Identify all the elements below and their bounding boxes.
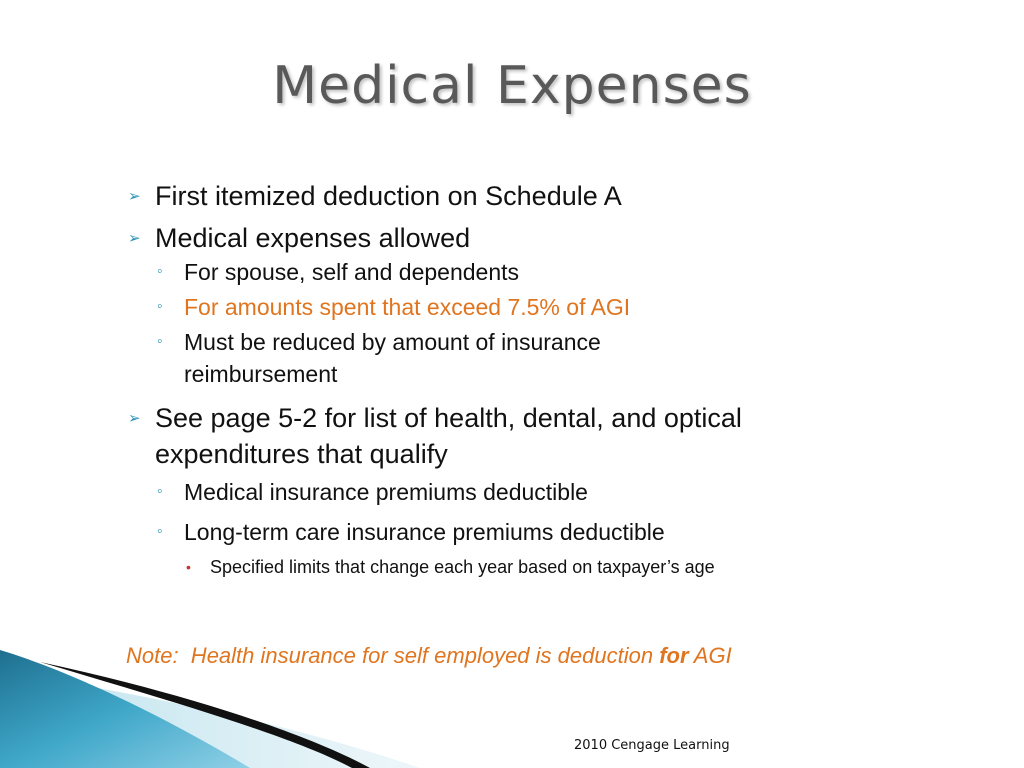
sub-bullet-item (128, 326, 888, 390)
sub-bullet-item (128, 516, 888, 548)
ring-icon: ◦ (157, 298, 163, 315)
bullet-item (128, 400, 888, 472)
sub-bullet-text: Medical insurance premiums deductible (184, 479, 588, 505)
ring-icon: ◦ (157, 333, 163, 350)
ring-icon: ◦ (157, 483, 163, 500)
ring-icon: ◦ (157, 523, 163, 540)
note-text (126, 643, 732, 669)
arrowhead-icon: ➢ (128, 230, 141, 247)
bullet-text: See page 5-2 for list of health, dental, and optical expenditures that qualify (155, 403, 742, 469)
sub-bullet-item (128, 256, 888, 288)
arrowhead-icon: ➢ (128, 410, 141, 427)
bullet-list (128, 178, 888, 583)
bullet-item (128, 178, 888, 214)
dot-icon: • (186, 559, 191, 575)
bullet-text: Medical expenses allowed (155, 223, 471, 253)
sub-sub-bullet-item (128, 554, 888, 580)
slide-title: Medical Expenses (272, 56, 752, 116)
sub-bullet-text: Must be reduced by amount of insurance reimbursement (184, 329, 601, 387)
sub-bullet-item (128, 291, 888, 323)
sub-bullet-text: Long-term care insurance premiums deductible (184, 519, 665, 545)
sub-sub-bullet-text: Specified limits that change each year based on taxpayer’s age (210, 557, 715, 577)
note-bold: for (659, 643, 689, 668)
note-prefix: Note: Health insurance for self employed is deduction (126, 643, 660, 668)
arrowhead-icon: ➢ (128, 188, 141, 205)
sub-bullet-item (128, 476, 888, 508)
footer-copyright: 2010 Cengage Learning (574, 738, 730, 753)
bullet-item (128, 220, 888, 256)
ring-icon: ◦ (157, 263, 163, 280)
sub-bullet-text: For amounts spent that exceed 7.5% of AGI (184, 294, 631, 320)
note-suffix: AGI (688, 643, 732, 668)
bullet-text: First itemized deduction on Schedule A (155, 181, 622, 211)
sub-bullet-text: For spouse, self and dependents (184, 259, 520, 285)
